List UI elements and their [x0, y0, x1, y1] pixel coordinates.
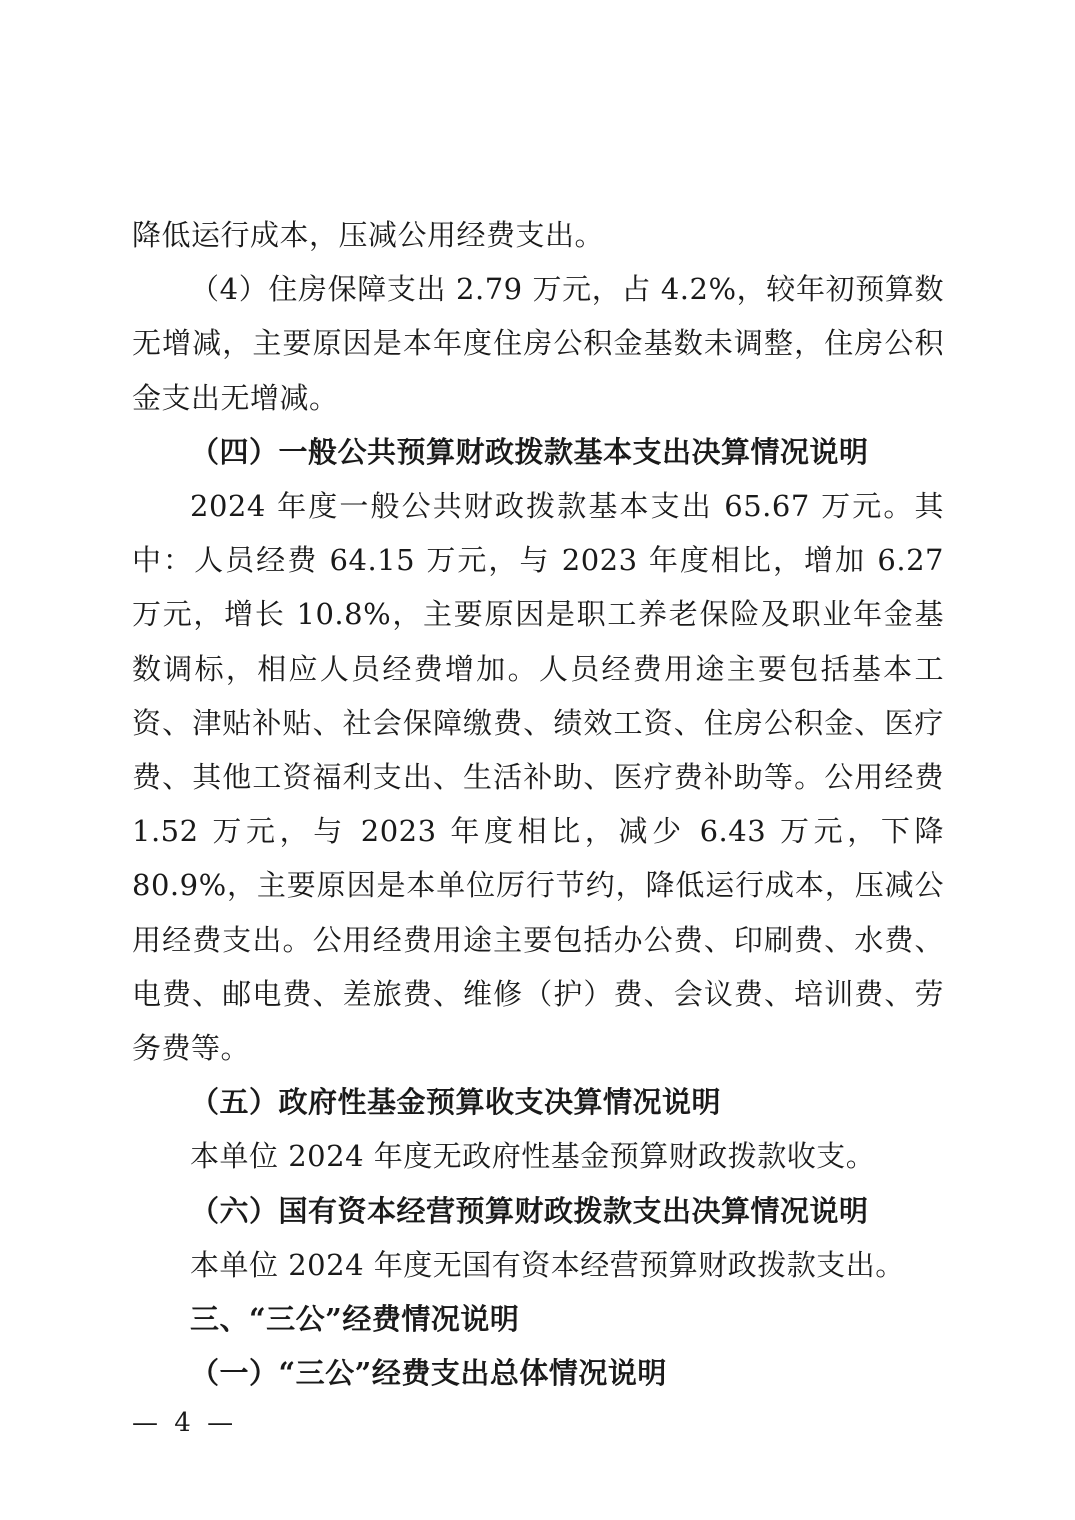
page-number: — 4 — [132, 1408, 238, 1438]
heading-three-public-overall: （一）“三公”经费支出总体情况说明 [190, 1356, 667, 1391]
paragraph-government-fund: 本单位 2024 年度无政府性基金预算财政拨款收支。 [190, 1139, 876, 1174]
paragraph-basic-expenditure: 2024 年度一般公共财政拨款基本支出 65.67 万元。其中：人员经费 64.15 万元，与 2023 年度相比，增加 6.27 万元，增长 10.8%，主要原因是职工养老保险及职业年金基数调标，相应人员经费增加。人员经费用途主要包括基本工资、津贴补贴、社会保障缴费、绩效工资、住房公积金、医疗费、其他工资福利支出、生活补助、医疗费补助等。公用经费 1.52 万元，与 2023 年度相比，减少 6.43 万元，下降 80.9%，主要原因是本单位厉行节约，降低运行成本，压减公用经费支出。公用经费用途主要包括办公费、印刷费、水费、电费、邮电费、差旅费、维修（护）费、会议费、培训费、劳务费等。 [132, 489, 944, 1066]
paragraph-continuation: 降低运行成本，压减公用经费支出。 [132, 218, 605, 252]
heading-state-capital: （六）国有资本经营预算财政拨款支出决算情况说明 [190, 1193, 869, 1228]
heading-government-fund: （五）政府性基金预算收支决算情况说明 [190, 1085, 722, 1120]
paragraph-state-capital: 本单位 2024 年度无国有资本经营预算财政拨款支出。 [190, 1247, 905, 1282]
heading-three-public-expenses: 三、“三公”经费情况说明 [190, 1302, 520, 1337]
document-body [132, 208, 944, 1400]
heading-basic-expenditure: （四）一般公共预算财政拨款基本支出决算情况说明 [190, 434, 869, 469]
paragraph-housing-expense: （4）住房保障支出 2.79 万元，占 4.2%，较年初预算数无增减，主要原因是本年度住房公积金基数未调整，住房公积金支出无增减。 [132, 272, 944, 415]
